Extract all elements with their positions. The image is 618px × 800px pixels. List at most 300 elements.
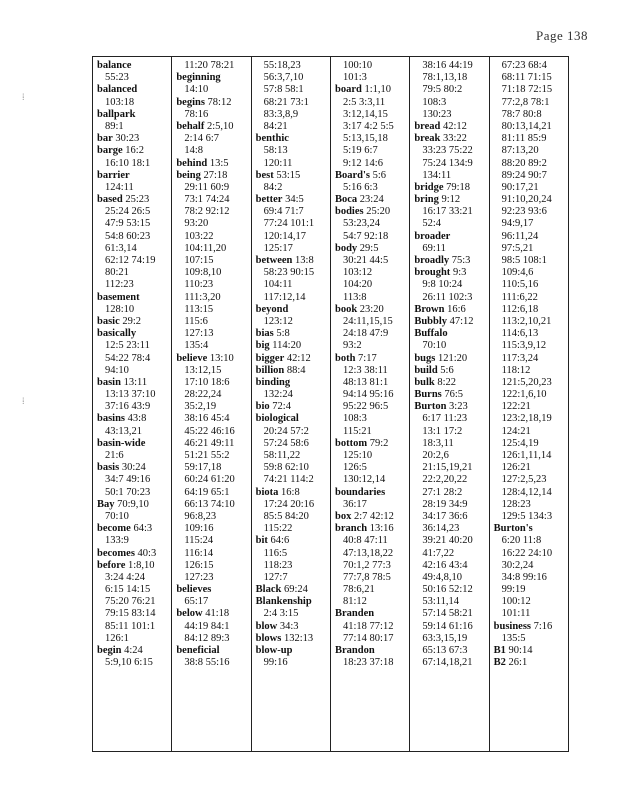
page-line-refs: 132:13 <box>283 632 314 644</box>
page-line-refs: 97:5,21 <box>501 242 534 254</box>
page-line-refs: 108:3 <box>342 413 367 425</box>
page-line-refs: 109:8,10 <box>184 267 222 279</box>
page-line-refs: 29:5 <box>359 242 379 254</box>
page-line-refs: 22:2,20,22 <box>422 474 468 486</box>
headword: benthic <box>255 133 289 145</box>
index-entry <box>335 438 409 450</box>
page-line-refs: 6:17 11:23 <box>422 413 468 425</box>
page-line-refs: 127:23 <box>184 571 214 583</box>
page-line-refs: 3:24 4:24 <box>105 571 145 583</box>
page-line-refs: 77:24 101:1 <box>263 218 315 230</box>
page-line-refs: 116:14 <box>184 547 214 559</box>
page-line-refs: 30:21 44:5 <box>342 255 389 266</box>
index-headword <box>176 72 250 84</box>
page-line-refs: 43:13,21 <box>105 425 143 437</box>
headword: basis <box>97 462 120 474</box>
headword: both <box>334 352 356 364</box>
index-column-1 <box>93 57 171 751</box>
page-line-refs: 12:3 38:11 <box>342 364 388 376</box>
page-line-refs: 34:8 99:16 <box>501 571 547 583</box>
headword: bring <box>414 194 439 206</box>
headword: bigger <box>255 352 285 364</box>
headword: become <box>97 523 131 535</box>
page-line-refs: 98:5 108:1 <box>501 255 547 266</box>
index-entry <box>176 608 250 620</box>
page-line-refs: 6:20 11:8 <box>501 535 542 547</box>
index-entry <box>97 377 171 389</box>
page-line-refs: 96:11,24 <box>501 230 539 242</box>
headword: believes <box>176 584 212 596</box>
headword: book <box>334 303 358 315</box>
page-line-refs: 61:3,14 <box>105 242 137 254</box>
page-line-refs: 121:20 <box>437 352 468 364</box>
index-entry <box>97 194 171 206</box>
page-line-refs: 132:24 <box>263 389 293 401</box>
page-line-refs: 5:19 6:7 <box>342 145 378 157</box>
page-line-refs: 36:17 <box>342 498 367 510</box>
page-line-refs: 25:23 <box>125 194 150 206</box>
headword: before <box>97 559 126 571</box>
headword: business <box>493 620 531 632</box>
index-entry <box>335 170 409 182</box>
headword: balance <box>97 60 132 71</box>
headword: biological <box>255 413 299 425</box>
index-headword <box>97 170 171 182</box>
headword: branch <box>334 523 368 535</box>
page-line-refs: 30:2,24 <box>501 559 534 571</box>
headword: Burton's <box>493 523 533 535</box>
index-headword <box>335 487 409 499</box>
page-line-refs: 11:20 78:21 <box>184 60 235 71</box>
page-line-refs: 2:4 3:15 <box>263 608 299 620</box>
page-line-refs: 50:16 52:12 <box>422 584 473 596</box>
headword: bulk <box>414 376 435 388</box>
page-line-refs: 134:11 <box>422 169 452 181</box>
index-entry <box>414 304 488 316</box>
page-line-refs: 16:17 33:21 <box>422 206 473 218</box>
headword: best <box>255 169 274 181</box>
page-number: Page 138 <box>535 28 588 43</box>
page-line-refs: 88:4 <box>286 364 306 376</box>
index-entry <box>335 206 409 218</box>
page-line-refs: 53:23,24 <box>342 218 381 230</box>
index-entry <box>97 548 171 560</box>
index-entry <box>414 267 488 279</box>
page-line-refs: 70:10 <box>422 340 447 352</box>
page-line-refs: 9:12 <box>441 194 461 206</box>
page-line-refs: 14:10 <box>184 84 209 96</box>
page-line-refs: 69:4 71:7 <box>263 206 304 218</box>
index-entry <box>256 194 330 206</box>
index-entry <box>335 523 409 535</box>
index-entry <box>97 523 171 535</box>
page-line-refs: 64:6 <box>270 535 290 547</box>
headword: Burton <box>414 401 447 413</box>
page-line-refs: 7:17 <box>358 352 377 364</box>
index-entry <box>97 316 171 328</box>
page-line-refs: 34:3 <box>279 620 299 632</box>
headword: big <box>255 340 270 352</box>
page-line-refs: 54:7 92:18 <box>342 230 389 242</box>
page-line-refs: 52:4 <box>422 218 441 230</box>
headword: beyond <box>255 303 289 315</box>
page-line-refs: 104:11 <box>263 279 293 291</box>
page-line-refs: 40:8 47:11 <box>342 535 388 547</box>
page-line-refs: 69:24 <box>283 584 308 596</box>
page-line-refs: 115:21 <box>342 425 372 437</box>
page-line-refs: 69:11 <box>422 242 446 254</box>
page-line-refs: 85:5 84:20 <box>263 510 309 522</box>
page-line-refs: 71:18 72:15 <box>501 84 553 96</box>
headword: basin <box>97 376 121 388</box>
index-headword <box>256 413 330 425</box>
page-line-refs: 47:9 53:15 <box>105 218 151 230</box>
headword: blow <box>255 620 278 632</box>
headword: Branden <box>334 608 375 620</box>
page-line-refs: 111:3,20 <box>184 291 221 303</box>
page-line-refs: 99:19 <box>501 584 526 596</box>
page-line-refs: 103:12 <box>342 267 373 279</box>
headword: break <box>414 133 441 145</box>
index-entry <box>414 255 488 267</box>
page-line-refs: 107:15 <box>184 255 214 266</box>
page-line-refs: 53:11,14 <box>422 596 459 608</box>
index-entry <box>97 560 171 572</box>
page-line-refs: 123:2,18,19 <box>501 413 552 425</box>
page-line-refs: 24:11,15,15 <box>342 315 393 327</box>
page-line-refs: 110:23 <box>184 279 214 291</box>
page-line-refs: 66:13 74:10 <box>184 498 235 510</box>
page-line-refs: 5:9,10 6:15 <box>105 657 153 669</box>
page-line-refs: 126:15 <box>184 559 214 571</box>
headword: ballpark <box>97 108 136 120</box>
index-column-5 <box>409 57 488 751</box>
headword: Bay <box>97 498 115 510</box>
page-line-refs: 34:17 36:6 <box>422 510 468 522</box>
page-line-refs: 64:19 65:1 <box>184 486 230 498</box>
page-line-refs: 125:10 <box>342 450 373 461</box>
page-line-refs: 42:16 43:4 <box>422 559 468 571</box>
index-entry <box>97 499 171 511</box>
page-line-refs: 120:11 <box>263 157 293 169</box>
headword: bottom <box>334 437 368 449</box>
page-line-refs: 78:1,13,18 <box>422 72 468 84</box>
index-entry <box>335 243 409 255</box>
index-entry <box>414 194 488 206</box>
page-line-refs: 56:3,7,10 <box>263 72 304 84</box>
page-line-refs: 59:8 62:10 <box>263 462 309 474</box>
page-line-refs: 41:18 77:12 <box>342 620 394 632</box>
headword: build <box>414 364 438 376</box>
page-line-refs: 73:1 74:24 <box>184 194 230 206</box>
headword: Burns <box>414 389 442 401</box>
page-line-refs: 126:5 <box>342 462 367 474</box>
page-line-refs: 16:6 <box>447 303 466 315</box>
page-line-refs: 130:23 <box>422 108 452 120</box>
page-line-refs: 58:23 90:15 <box>263 267 315 279</box>
page-line-refs: 38:8 55:16 <box>184 657 230 669</box>
headword: bias <box>255 328 274 340</box>
word-index-table <box>92 56 569 752</box>
headword: B1 <box>493 645 506 656</box>
page-line-refs: 16:8 <box>281 486 300 498</box>
index-entry <box>414 133 488 145</box>
page-line-refs: 116:5 <box>263 547 288 559</box>
page-line-refs: 78:7 80:8 <box>501 108 542 120</box>
page-line-refs: 76:5 <box>444 389 464 401</box>
page-line-refs: 24:18 47:9 <box>342 328 389 340</box>
headword: blow-up <box>255 645 293 656</box>
headword: Board's <box>334 169 370 181</box>
page-line-refs: 115:3,9,12 <box>501 340 547 352</box>
index-entry <box>414 353 488 365</box>
page-line-refs: 126:1 <box>105 632 129 644</box>
index-entry <box>256 584 330 596</box>
page-line-refs: 77:2,8 78:1 <box>501 96 550 108</box>
page-line-refs: 47:12 <box>449 315 474 327</box>
page-line-refs: 18:3,11 <box>422 437 454 449</box>
page-line-refs: 88:20 89:2 <box>501 157 547 169</box>
page-line-refs: 20:2,6 <box>422 450 449 461</box>
headword: billion <box>255 364 285 376</box>
page-line-refs: 39:21 40:20 <box>422 535 473 547</box>
page-line-refs: 62:12 74:19 <box>105 255 156 266</box>
page-line-refs: 18:23 37:18 <box>342 657 394 669</box>
page-line-refs: 112:23 <box>105 279 134 291</box>
index-entry <box>97 462 171 474</box>
headword: biota <box>255 486 279 498</box>
index-entry <box>256 353 330 365</box>
page-line-refs: 50:1 70:23 <box>105 486 151 498</box>
index-entry <box>176 158 250 170</box>
page-line-refs: 14:8 <box>184 145 203 157</box>
page-line-refs: 63:3,15,19 <box>422 632 468 644</box>
page-line-refs: 99:16 <box>263 657 288 669</box>
headword: broadly <box>414 255 450 266</box>
page-line-refs: 36:14,23 <box>422 523 460 535</box>
page-line-refs: 13:5 <box>209 157 229 169</box>
page-line-refs: 53:15 <box>276 169 301 181</box>
page-line-refs: 122:21 <box>501 401 531 413</box>
margin-mark: ⁞ <box>22 92 25 102</box>
headword: basically <box>97 328 137 340</box>
page-line-refs: 5:6 <box>440 364 454 376</box>
headword: Bubbly <box>414 315 448 327</box>
page-line-refs: 117:12,14 <box>263 291 306 303</box>
page-line-refs: 3:23 <box>449 401 468 413</box>
page-line-refs: 135:5 <box>501 632 526 644</box>
page-line-refs: 118:23 <box>263 559 293 571</box>
page-line-refs: 112:6,18 <box>501 303 539 315</box>
page-line-refs: 70:9,10 <box>117 498 149 510</box>
page-line-refs: 30:24 <box>121 462 146 474</box>
page-line-refs: 81:12 <box>342 596 367 608</box>
page-line-refs: 78:12 <box>207 96 232 108</box>
page-line-refs: 60:24 61:20 <box>184 474 235 486</box>
page-line-refs: 80:21 <box>105 267 129 279</box>
index-headword <box>256 645 330 657</box>
headword: basin-wide <box>97 437 146 449</box>
page-line-refs: 2:14 6:7 <box>184 133 220 145</box>
page-line-refs: 113:2,10,21 <box>501 315 552 327</box>
page-line-refs: 21:15,19,21 <box>422 462 473 474</box>
index-headword <box>256 304 330 316</box>
page-line-refs: 2:5,10 <box>206 120 234 132</box>
page-line-refs: 80:13,14,21 <box>501 120 552 132</box>
headword: binding <box>255 376 291 388</box>
page-line-refs: 45:22 46:16 <box>184 425 235 437</box>
index-headword <box>494 523 568 535</box>
headword: board <box>334 84 362 96</box>
page-line-refs: 75:20 76:21 <box>105 596 156 608</box>
headword: brought <box>414 267 451 279</box>
page-line-refs: 100:12 <box>501 596 531 608</box>
page-line-refs: 103:18 <box>105 96 135 108</box>
headword: beneficial <box>176 645 220 656</box>
headword: bugs <box>414 352 436 364</box>
page-line-refs: 101:3 <box>342 72 367 84</box>
page-line-refs: 29:2 <box>122 315 142 327</box>
page-line-refs: 93:20 <box>184 218 209 230</box>
page-line-refs: 114:20 <box>272 340 302 352</box>
page-line-refs: 51:21 55:2 <box>184 450 230 461</box>
page-line-refs: 90:14 <box>508 645 533 656</box>
page-line-refs: 115:24 <box>184 535 214 547</box>
headword: balanced <box>97 84 138 96</box>
page-line-refs: 42:12 <box>286 352 311 364</box>
page-line-refs: 75:24 134:9 <box>422 157 473 169</box>
index-headword <box>176 645 250 657</box>
headword: being <box>176 169 201 181</box>
page-line-refs: 77:7,8 78:5 <box>342 571 391 583</box>
page-line-refs: 67:14,18,21 <box>422 657 473 669</box>
page-line-refs: 33:22 <box>443 133 467 145</box>
page-line-refs: 58:11,22 <box>263 450 301 461</box>
page-line-refs: 127:7 <box>263 571 288 583</box>
page-line-refs: 96:8,23 <box>184 510 217 522</box>
page-line-refs: 64:3 <box>133 523 153 535</box>
page-line-refs: 54:8 60:23 <box>105 230 151 242</box>
headword: better <box>255 194 283 206</box>
page-line-refs: 133:9 <box>105 535 129 547</box>
page-line-refs: 81:11 85:9 <box>501 133 547 145</box>
page-line-refs: 78:6,21 <box>342 584 375 596</box>
page-line-refs: 29:11 60:9 <box>184 181 230 193</box>
headword: B2 <box>493 657 506 669</box>
index-entry <box>97 133 171 145</box>
index-entry <box>256 340 330 352</box>
index-entry <box>176 170 250 182</box>
page-line-refs: 34:7 49:16 <box>105 474 151 486</box>
index-entry <box>97 413 171 425</box>
page-line-refs: 30:23 <box>115 133 140 145</box>
headword: behind <box>176 157 208 169</box>
page-line-refs: 17:24 20:16 <box>263 498 315 510</box>
page-line-refs: 122:1,6,10 <box>501 389 547 401</box>
index-entry <box>414 401 488 413</box>
page-line-refs: 55:18,23 <box>263 60 301 71</box>
page-line-refs: 101:11 <box>501 608 531 620</box>
page-line-refs: 59:17,18 <box>184 462 222 474</box>
page-line-refs: 17:10 18:6 <box>184 376 230 388</box>
page-line-refs: 130:12,14 <box>342 474 386 486</box>
page-line-refs: 37:16 43:9 <box>105 401 151 413</box>
page-line-refs: 26:11 102:3 <box>422 291 473 303</box>
index-entry <box>256 328 330 340</box>
page-line-refs: 121:5,20,23 <box>501 376 552 388</box>
page-line-refs: 135:4 <box>184 340 209 352</box>
headword: Black <box>255 584 282 596</box>
page-line-refs: 79:5 80:2 <box>422 84 463 96</box>
page-line-refs: 129:5 134:3 <box>501 510 553 522</box>
page-line-refs: 90:17,21 <box>501 181 539 193</box>
index-column-2 <box>171 57 250 751</box>
page-line-refs: 125:17 <box>263 242 293 254</box>
page-line-refs: 6:15 14:15 <box>105 584 151 596</box>
page-line-refs: 27:18 <box>203 169 228 181</box>
index-entry <box>176 97 250 109</box>
headword: Buffalo <box>414 328 448 340</box>
page-line-refs: 23:20 <box>359 303 384 315</box>
index-headword <box>176 584 250 596</box>
index-entry <box>414 316 488 328</box>
page-line-refs: 57:24 58:6 <box>263 437 309 449</box>
index-column-4 <box>330 57 409 751</box>
headword: based <box>97 194 123 206</box>
page-line-refs: 109:4,6 <box>501 267 534 279</box>
index-headword <box>97 292 171 304</box>
margin-mark: ⁞ <box>22 396 25 406</box>
page-line-refs: 126:21 <box>501 462 531 474</box>
page-line-refs: 13:16 <box>369 523 394 535</box>
page-line-refs: 68:11 71:15 <box>501 72 552 84</box>
page-line-refs: 3:12,14,15 <box>342 108 388 120</box>
page-line-refs: 23:24 <box>359 194 384 206</box>
page-line-refs: 42:12 <box>443 120 467 132</box>
page-line-refs: 79:15 83:14 <box>105 608 156 620</box>
page-line-refs: 41:7,22 <box>422 547 455 559</box>
headword: bridge <box>414 181 444 193</box>
page-line-refs: 28:19 34:9 <box>422 498 468 510</box>
index-entry <box>256 170 330 182</box>
index-headword <box>97 109 171 121</box>
headword: between <box>255 255 293 266</box>
page-line-refs: 34:5 <box>285 194 304 206</box>
index-headword <box>256 377 330 389</box>
index-headword <box>97 438 171 450</box>
index-entry <box>176 353 250 365</box>
page-line-refs: 7:16 <box>533 620 553 632</box>
page-line-refs: 13:11 <box>123 376 148 388</box>
page-line-refs: 70:1,2 77:3 <box>342 559 391 571</box>
headword: below <box>176 608 203 620</box>
page-line-refs: 84:12 89:3 <box>184 632 230 644</box>
page-line-refs: 75:3 <box>451 255 471 266</box>
page-line-refs: 124:21 <box>501 425 531 437</box>
page-line-refs: 74:21 114:2 <box>263 474 314 486</box>
index-entry <box>414 389 488 401</box>
page-line-refs: 89:24 90:7 <box>501 169 547 181</box>
page-line-refs: 40:3 <box>137 547 157 559</box>
page-line-refs: 79:2 <box>369 437 389 449</box>
page-line-refs: 5:16 6:3 <box>342 181 378 193</box>
page-line-refs: 91:10,20,24 <box>501 194 552 206</box>
page-line-refs: 94:9,17 <box>501 218 534 230</box>
page-line-refs: 123:12 <box>263 315 293 327</box>
page-line-refs: 5:8 <box>276 328 290 340</box>
page-line-refs: 117:3,24 <box>501 352 539 364</box>
page-line-refs: 87:13,20 <box>501 145 539 157</box>
